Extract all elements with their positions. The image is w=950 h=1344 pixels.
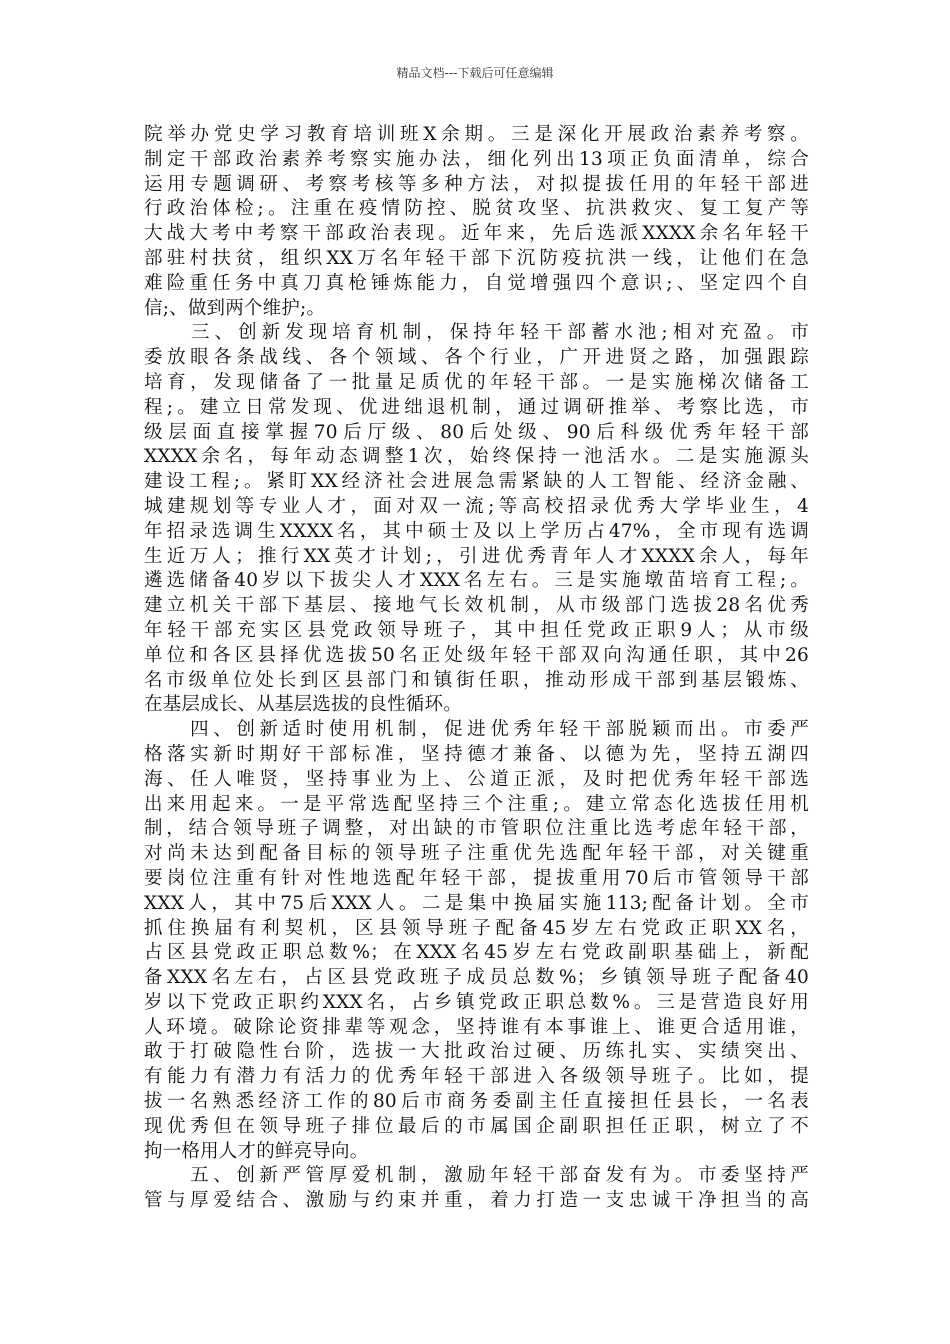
body-line: 抓住换届有利契机，区县领导班子配备45岁左右党政正职XX名， [144, 917, 809, 939]
body-line: 信;、做到两个维护;。 [144, 297, 326, 319]
body-line: 年招录选调生XXXX名，其中硕士及以上学历占47%，全市现有选调 [144, 520, 809, 542]
body-line: 年轻干部充实区县党政领导班子，其中担任党政正职9人；从市级 [144, 619, 809, 641]
body-line: 四、创新适时使用机制，促进优秀年轻干部脱颖而出。市委严 [144, 719, 809, 741]
body-line: 管与厚爱结合、激励与约束并重，着力打造一支忠诚干净担当的高 [144, 1190, 809, 1212]
body-line: 运用专题调研、考察考核等多种方法，对拟提拔任用的年轻干部进 [144, 173, 809, 195]
body-line: 对尚未达到配备目标的领导班子注重优先选配年轻干部，对关键重 [144, 843, 809, 865]
body-line: 拘一格用人才的鲜亮导向。 [144, 1140, 369, 1162]
body-line: 有能力有潜力有活力的优秀年轻干部进入各级领导班子。比如，提 [144, 1066, 809, 1088]
body-line: 要岗位注重有针对性地选配年轻干部，提拔重用70后市管领导干部 [144, 867, 809, 889]
body-line: 格落实新时期好干部标准，坚持德才兼备、以德为先，坚持五湖四 [144, 743, 809, 765]
body-line: 海、任人唯贤，坚持事业为上、公道正派，及时把优秀年轻干部选 [144, 768, 809, 790]
body-line: 五、创新严管厚爱机制，激励年轻干部奋发有为。市委坚持严 [144, 1165, 809, 1187]
body-line: 出来用起来。一是平常选配坚持三个注重;。建立常态化选拔任用机 [144, 793, 809, 815]
body-line: 名市级单位处长到区县部门和镇街任职，推动形成干部到基层锻炼、 [144, 669, 809, 691]
body-line: 拔一名熟悉经济工作的80后市商务委副主任直接担任县长，一名表 [144, 1091, 809, 1113]
body-line: 难险重任务中真刀真枪锤炼能力，自觉增强四个意识;、坚定四个自 [144, 272, 809, 294]
body-line: 制定干部政治素养考察实施办法，细化列出13项正负面清单，综合 [144, 148, 809, 170]
body-line: 委放眼各条战线、各个领域、各个行业，广开进贤之路，加强跟踪 [144, 347, 809, 369]
body-line: 单位和各区县择优选拔50名正处级年轻干部双向沟通任职，其中26 [144, 644, 809, 666]
document-body [144, 123, 809, 1214]
body-line: 遴选储备40岁以下拔尖人才XXX名左右。三是实施墩苗培育工程;。 [144, 570, 809, 592]
body-line: XXX人，其中75后XXX人。二是集中换届实施113;配备计划。全市 [144, 892, 809, 914]
page-header: 精品文档---下载后可任意编辑 [396, 66, 554, 80]
body-line: 建立机关干部下基层、接地气长效机制，从市级部门选拔28名优秀 [144, 595, 809, 617]
body-line: 级层面直接掌握70后厅级、80后处级、90后科级优秀年轻干部 [144, 421, 809, 443]
body-line: XXXX余名，每年动态调整1次，始终保持一池活水。二是实施源头 [144, 446, 809, 468]
body-line: 占区县党政正职总数%；在XXX名45岁左右党政副职基础上，新配 [144, 942, 809, 964]
body-line: 现优秀但在领导班子排位最后的市属国企副职担任正职，树立了不 [144, 1115, 809, 1137]
body-line: 程;。建立日常发现、优进绌退机制，通过调研推举、考察比选，市 [144, 396, 809, 418]
body-line: 人环境。破除论资排辈等观念，坚持谁有本事谁上、谁更合适用谁， [144, 1016, 809, 1038]
body-line: 制，结合领导班子调整，对出缺的市管职位注重比选考虑年轻干部， [144, 818, 809, 840]
body-line: 培育，发现储备了一批量足质优的年轻干部。一是实施梯次储备工 [144, 371, 809, 393]
body-line: 城建规划等专业人才，面对双一流;等高校招录优秀大学毕业生，4 [144, 495, 809, 517]
body-line: 在基层成长、从基层选拔的良性循环。 [144, 694, 462, 716]
body-line: 生近万人；推行XX英才计划;，引进优秀青年人才XXXX余人，每年 [144, 545, 809, 567]
body-line: 敢于打破隐性台阶，选拔一大批政治过硬、历练扎实、实绩突出、 [144, 1041, 809, 1063]
body-line: 岁以下党政正职约XXX名，占乡镇党政正职总数%。三是营造良好用 [144, 991, 809, 1013]
body-line: 建设工程;。紧盯XX经济社会进展急需紧缺的人工智能、经济金融、 [144, 471, 809, 493]
body-line: 行政治体检;。注重在疫情防控、脱贫攻坚、抗洪救灾、复工复产等 [144, 198, 809, 220]
body-line: 三、创新发现培育机制，保持年轻干部蓄水池;相对充盈。市 [144, 322, 809, 344]
body-line: 备XXX名左右，占区县党政班子成员总数%；乡镇领导班子配备40 [144, 967, 809, 989]
body-line: 大战大考中考察干部政治表现。近年来，先后选派XXXX余名年轻干 [144, 223, 809, 245]
body-line: 院举办党史学习教育培训班X余期。三是深化开展政治素养考察。 [144, 124, 809, 145]
body-line: 部驻村扶贫，组织XX万名年轻干部下沉防疫抗洪一线，让他们在急 [144, 247, 809, 269]
